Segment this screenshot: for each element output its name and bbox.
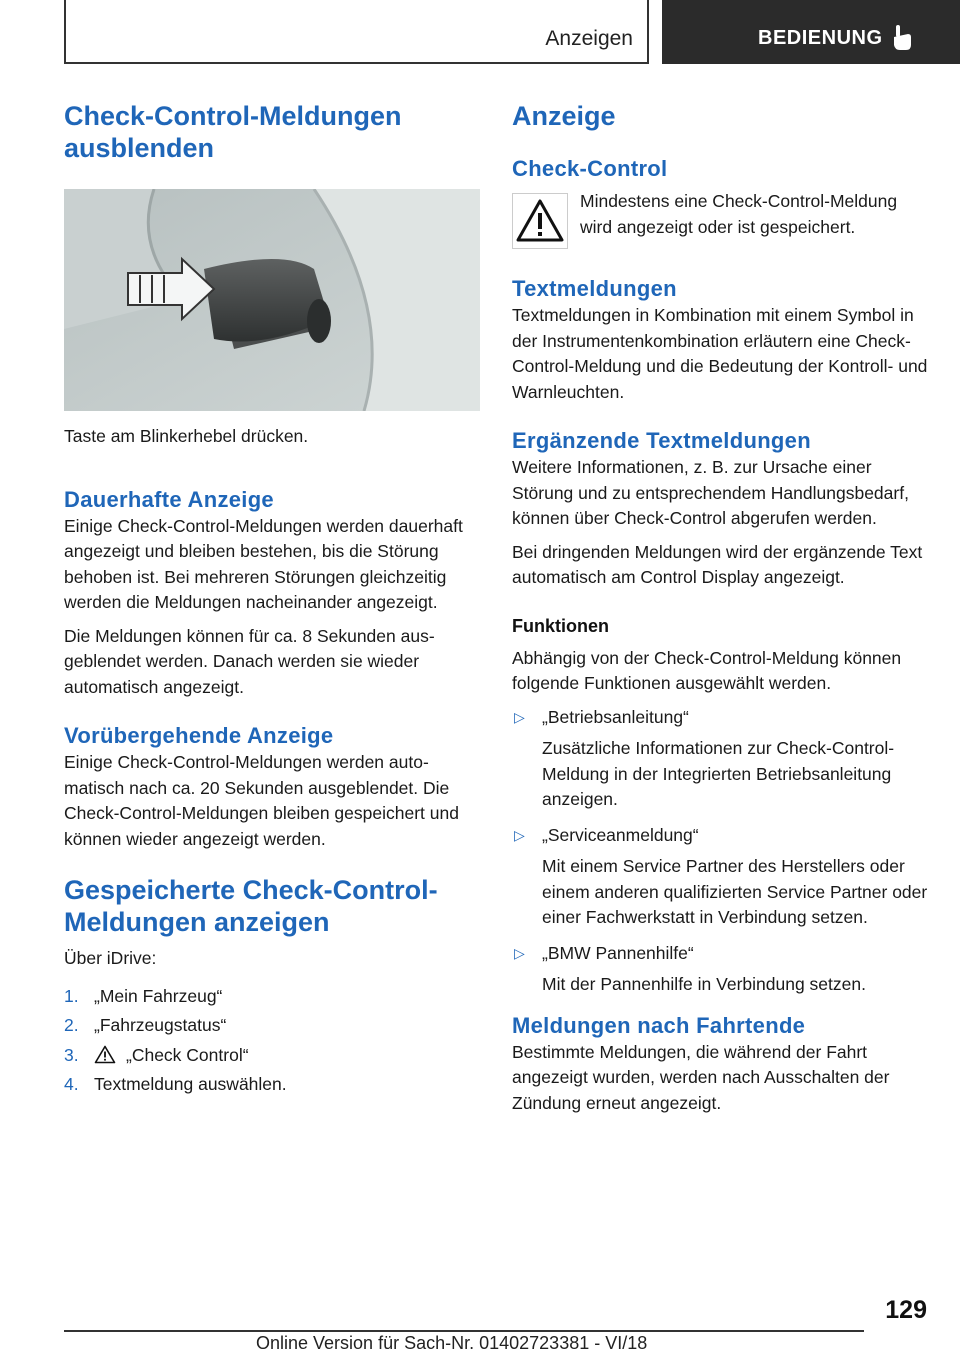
footer-version-text: Online Version für Sach-Nr. 01402723381 - VI/18 bbox=[256, 1333, 648, 1353]
step-number: 4. bbox=[64, 1074, 79, 1094]
list-item bbox=[64, 1041, 482, 1071]
paragraph-ergaenzend-2: Bei dringenden Meldungen wird der ergänzende Text automatisch am Control Display angezeigt. bbox=[512, 541, 923, 587]
step-number: 1. bbox=[64, 985, 79, 1006]
section-title-anzeige: Anzeige bbox=[512, 101, 616, 131]
paragraph-textmeldungen: Textmeldungen in Kombination mit einem Symbol in der Instrumentenkombination erläutern eine Check-Control-Meldung und die Bedeutung der Kontroll- und Warnleuchten. bbox=[512, 305, 928, 402]
functions-list bbox=[512, 705, 928, 998]
function-title: „Betriebsanleitung“ bbox=[542, 706, 689, 727]
warning-triangle-icon bbox=[94, 1045, 116, 1064]
step-text: „Check Control“ bbox=[126, 1044, 249, 1065]
heading-funktionen: Funktionen bbox=[512, 615, 609, 636]
paragraph-ergaenzend-1: Weitere Informationen, z. B. zur Ursache einer Störung und zu entsprechendem Handlungsbedarf, können über Check-Control abgerufen werden. bbox=[512, 457, 909, 528]
section-title-gespeichert: Gespeicherte Check-Control-Meldungen anzeigen bbox=[64, 875, 438, 937]
right-column bbox=[512, 100, 928, 1116]
heading-check-control: Check-Control bbox=[512, 156, 668, 181]
bullet-triangle-icon: ▷ bbox=[514, 708, 525, 725]
left-column bbox=[64, 100, 482, 1100]
check-control-text: Mindestens eine Check-Control-Meldung wird angezeigt oder ist gespeichert. bbox=[580, 191, 898, 237]
heading-ergaenzende-textmeldungen: Ergänzende Textmeldungen bbox=[512, 428, 811, 453]
heading-textmeldungen: Textmeldungen bbox=[512, 276, 677, 301]
list-item bbox=[512, 705, 928, 813]
paragraph-fahrtende: Bestimmte Meldungen, die während der Fahrt angezeigt wurden, werden nach Ausschalten der Zündung erneut angezeigt. bbox=[512, 1041, 890, 1113]
footer-divider bbox=[64, 1330, 864, 1332]
header-chapter-tab bbox=[662, 0, 960, 64]
figure-caption: Taste am Blinkerhebel drücken. bbox=[64, 426, 309, 446]
paragraph-funktionen: Abhängig von der Check-Control-Meldung können folgende Funktionen ausgewählt werden. bbox=[512, 647, 902, 693]
turn-signal-lever-illustration bbox=[64, 189, 480, 411]
page-number: 129 bbox=[885, 1296, 927, 1324]
paragraph-voruebergehend: Einige Check-Control-Meldungen werden automatisch nach ca. 20 Sekunden ausgeblendet. Die Check-Control-Meldungen bleiben gespeichert und können wieder angezeigt werden. bbox=[64, 752, 459, 849]
function-description: Mit einem Service Partner des Herstellers oder einem anderen qualifizierten Service Partner oder einer Fachwerkstatt in Verbindung setzen. bbox=[542, 856, 928, 927]
list-item bbox=[64, 982, 482, 1012]
bullet-triangle-icon: ▷ bbox=[514, 826, 525, 843]
list-item bbox=[512, 823, 928, 931]
list-item bbox=[64, 1011, 482, 1041]
step-number: 2. bbox=[64, 1015, 79, 1035]
header-chapter-title: BEDIENUNG bbox=[758, 27, 883, 49]
list-item bbox=[512, 941, 928, 998]
step-text: „Mein Fahrzeug“ bbox=[94, 985, 223, 1006]
heading-voruebergehende-anzeige: Vorübergehende Anzeige bbox=[64, 723, 334, 748]
function-title: „Serviceanmeldung“ bbox=[542, 824, 699, 845]
bullet-triangle-icon: ▷ bbox=[514, 944, 525, 961]
function-description: Mit der Pannenhilfe in Verbindung setzen. bbox=[542, 974, 866, 994]
heading-dauerhafte-anzeige: Dauerhafte Anzeige bbox=[64, 486, 274, 512]
section-title-ausblenden: Check-Control-Meldungen ausblenden bbox=[64, 101, 402, 163]
check-control-symbol-row bbox=[512, 189, 928, 249]
function-description: Zusätzliche Informationen zur Check-Control-Meldung in der Integrierten Betriebsanleitung anzeigen. bbox=[542, 738, 895, 809]
pointing-hand-icon bbox=[892, 25, 912, 51]
step-text: „Fahrzeugstatus“ bbox=[94, 1015, 227, 1035]
heading-meldungen-nach-fahrtende: Meldungen nach Fahrtende bbox=[512, 1012, 806, 1038]
step-number: 3. bbox=[64, 1044, 79, 1065]
check-control-warning-icon bbox=[512, 193, 568, 249]
paragraph-dauerhaft-2: Die Meldungen können für ca. 8 Sekunden ausgeblendet werden. Danach werden sie wieder automatisch angezeigt. bbox=[64, 625, 435, 697]
paragraph-dauerhaft-1: Einige Check-Control-Meldungen werden dauerhaft angezeigt und bleiben bestehen, bis die Störung behoben ist. Bei mehreren Störungen gleichzeitig werden die Meldungen nacheinander angezeigt. bbox=[64, 515, 463, 612]
idrive-steps-list bbox=[64, 982, 482, 1100]
function-title: „BMW Pannenhilfe“ bbox=[542, 942, 694, 963]
idrive-intro: Über iDrive: bbox=[64, 948, 157, 968]
list-item bbox=[64, 1070, 482, 1100]
step-text: Textmeldung auswählen. bbox=[94, 1074, 287, 1094]
header-section-title: Anzeigen bbox=[545, 27, 633, 50]
header-section-box bbox=[64, 0, 649, 64]
